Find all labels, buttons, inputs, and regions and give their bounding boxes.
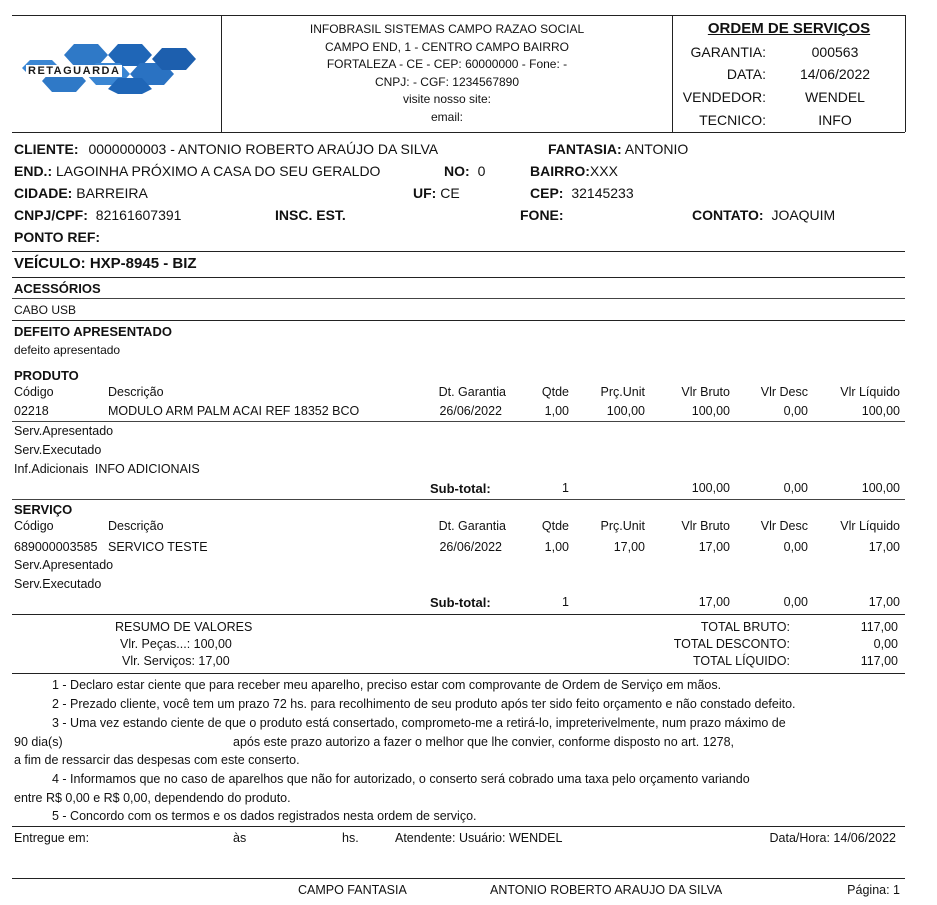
ponto-ref-label: PONTO REF: — [14, 229, 101, 245]
item-garantia: 26/06/2022 — [439, 540, 502, 554]
item-desc: 0,00 — [783, 404, 808, 418]
col-desc: Vlr Desc — [760, 519, 808, 533]
item-liquido: 100,00 — [861, 404, 900, 418]
company-line: email: — [430, 109, 463, 124]
col-qtde: Qtde — [541, 385, 569, 399]
cidade-value: BARREIRA — [76, 185, 148, 201]
entregue-hs: hs. — [342, 831, 359, 845]
col-garantia: Dt. Garantia — [438, 519, 506, 533]
subtotal-bruto: 100,00 — [691, 481, 730, 495]
total-desconto: 0,00 — [873, 637, 898, 651]
end-label: END.: — [14, 163, 53, 179]
col-qtde: Qtde — [541, 519, 569, 533]
subtotal-label: Sub-total: — [430, 481, 491, 496]
order-vendedor: WENDEL — [805, 89, 865, 105]
insc-label: INSC. EST. — [275, 207, 346, 223]
item-desc: 0,00 — [783, 540, 808, 554]
term-4: 4 - Informamos que no caso de aparelhos que não for autorizado, o conserto será cobrado uma taxa pelo orçamento variando — [52, 772, 750, 786]
order-data: 14/06/2022 — [799, 66, 871, 82]
produto-serv-apresentado: Serv.Apresentado — [14, 424, 114, 438]
company-line: CAMPO END, 1 - CENTRO CAMPO BAIRRO — [324, 39, 570, 54]
inf-adicionais-value: INFO ADICIONAIS — [94, 462, 200, 476]
order-garantia-label: GARANTIA: — [690, 44, 766, 60]
atendente: Atendente: Usuário: WENDEL — [395, 831, 563, 845]
fone-label: FONE: — [520, 207, 564, 223]
company-info — [222, 21, 672, 126]
cliente-label: CLIENTE: — [14, 141, 79, 157]
bairro-value: XXX — [589, 163, 618, 179]
company-line: FORTALEZA - CE - CEP: 60000000 - Fone: - — [326, 57, 568, 71]
item-codigo: 689000003585 — [14, 540, 98, 554]
item-liquido: 17,00 — [868, 540, 900, 554]
data-hora: Data/Hora: 14/06/2022 — [769, 831, 896, 845]
end-value: LAGOINHA PRÓXIMO A CASA DO SEU GERALDO — [56, 163, 381, 179]
resumo-servicos: Vlr. Serviços: 17,00 — [122, 654, 230, 668]
subtotal-qtde: 1 — [562, 481, 569, 495]
order-data-label: DATA: — [726, 66, 766, 82]
item-unit: 17,00 — [613, 540, 645, 554]
order-garantia: 000563 — [811, 44, 859, 60]
term-1: 1 - Declaro estar ciente que para receber meu aparelho, preciso estar com comprovante de Ordem de Serviço em mãos. — [52, 678, 722, 692]
cnpj-label: CNPJ/CPF: — [14, 207, 88, 223]
entregue-as: às — [233, 831, 247, 845]
total-liquido-label: TOTAL LÍQUIDO: — [692, 654, 790, 668]
item-unit: 100,00 — [606, 404, 645, 418]
term-3-cont: após este prazo autorizo a fazer o melhor que lhe convier, conforme disposto no art. 1278, — [233, 735, 734, 749]
inf-adicionais-label: Inf.Adicionais — [14, 462, 89, 476]
col-descricao: Descrição — [108, 385, 164, 399]
vehicle: VEÍCULO: HXP-8945 - BIZ — [14, 255, 197, 272]
defeito-title: DEFEITO APRESENTADO — [14, 324, 172, 339]
col-bruto: Vlr Bruto — [681, 385, 730, 399]
order-tecnico-label: TECNICO: — [699, 112, 766, 128]
resumo-title: RESUMO DE VALORES — [115, 620, 253, 634]
cnpj-value: 82161607391 — [95, 207, 182, 223]
resumo-pecas: Vlr. Peças...: 100,00 — [120, 637, 232, 651]
term-3-days: 90 dia(s) — [14, 735, 63, 749]
footer-campo: CAMPO FANTASIA — [298, 883, 407, 897]
col-liquido: Vlr Líquido — [840, 385, 900, 399]
item-descricao: MODULO ARM PALM ACAI REF 18352 BCO — [108, 404, 360, 418]
item-garantia: 26/06/2022 — [439, 404, 502, 418]
col-bruto: Vlr Bruto — [681, 519, 730, 533]
cep-label: CEP: — [530, 185, 564, 201]
item-bruto: 100,00 — [691, 404, 730, 418]
total-bruto: 117,00 — [860, 620, 898, 634]
col-desc: Vlr Desc — [760, 385, 808, 399]
term-2: 2 - Prezado cliente, você tem um prazo 72 hs. para recolhimento de seu produto após ter sido feito orçamento e não constado defeito. — [52, 697, 796, 711]
col-garantia: Dt. Garantia — [438, 385, 506, 399]
contato-value: JOAQUIM — [771, 207, 836, 223]
col-descricao: Descrição — [108, 519, 164, 533]
servico-serv-executado: Serv.Executado — [14, 577, 102, 591]
servico-serv-apresentado: Serv.Apresentado — [14, 558, 114, 572]
company-logo — [22, 38, 208, 94]
logo-text: RETAGUARDA — [28, 65, 121, 77]
term-3-end: a fim de ressarcir das despesas com este conserto. — [14, 753, 300, 767]
cliente-value: 0000000003 - ANTONIO ROBERTO ARAÚJO DA SILVA — [88, 141, 439, 157]
company-line: visite nosso site: — [402, 92, 492, 106]
cidade-label: CIDADE: — [14, 185, 73, 201]
subtotal-liquido: 17,00 — [868, 595, 900, 609]
fantasia-label: FANTASIA: — [548, 141, 622, 157]
total-desconto-label: TOTAL DESCONTO: — [673, 637, 790, 651]
fantasia-value: ANTONIO — [624, 141, 689, 157]
item-descricao: SERVICO TESTE — [108, 540, 208, 554]
no-value: 0 — [477, 163, 486, 179]
page-number: Página: 1 — [847, 883, 900, 897]
produto-serv-executado: Serv.Executado — [14, 443, 102, 457]
subtotal-desc: 0,00 — [783, 481, 808, 495]
total-liquido: 117,00 — [860, 654, 898, 668]
defeito-value: defeito apresentado — [14, 343, 121, 357]
company-line: INFOBRASIL SISTEMAS CAMPO RAZAO SOCIAL — [309, 22, 585, 36]
no-label: NO: — [444, 163, 470, 179]
order-tecnico: INFO — [818, 112, 852, 128]
uf-label: UF: — [413, 185, 437, 201]
subtotal-desc: 0,00 — [783, 595, 808, 609]
col-codigo: Código — [14, 385, 54, 399]
col-unit: Prç.Unit — [600, 385, 645, 399]
order-title: ORDEM DE SERVIÇOS — [707, 20, 871, 37]
entregue-label: Entregue em: — [14, 831, 90, 845]
produto-title: PRODUTO — [14, 368, 79, 383]
term-5: 5 - Concordo com os termos e os dados registrados nesta ordem de serviço. — [52, 809, 477, 823]
col-liquido: Vlr Líquido — [840, 519, 900, 533]
term-4-end: entre R$ 0,00 e R$ 0,00, dependendo do produto. — [14, 791, 291, 805]
acessorios-title: ACESSÓRIOS — [14, 281, 101, 296]
uf-value: CE — [440, 185, 460, 201]
bairro-label: BAIRRO: — [530, 163, 590, 179]
col-codigo: Código — [14, 519, 54, 533]
subtotal-liquido: 100,00 — [861, 481, 900, 495]
subtotal-bruto: 17,00 — [698, 595, 730, 609]
total-bruto-label: TOTAL BRUTO: — [700, 620, 790, 634]
col-unit: Prç.Unit — [600, 519, 645, 533]
item-bruto: 17,00 — [698, 540, 730, 554]
item-codigo: 02218 — [14, 404, 49, 418]
acessorios-value: CABO USB — [14, 303, 77, 317]
cep-value: 32145233 — [571, 185, 634, 201]
subtotal-label: Sub-total: — [430, 595, 491, 610]
item-qtde: 1,00 — [544, 540, 569, 554]
item-qtde: 1,00 — [544, 404, 569, 418]
subtotal-qtde: 1 — [562, 595, 569, 609]
footer-nome: ANTONIO ROBERTO ARAUJO DA SILVA — [490, 883, 723, 897]
order-vendedor-label: VENDEDOR: — [682, 89, 766, 105]
servico-title: SERVIÇO — [14, 502, 73, 517]
term-3: 3 - Uma vez estando ciente de que o produto está consertado, comprometo-me a retirá-lo, impreterivelmente, num prazo máximo de — [52, 716, 786, 730]
company-line: CNPJ: - CGF: 1234567890 — [374, 74, 520, 89]
contato-label: CONTATO: — [692, 207, 764, 223]
